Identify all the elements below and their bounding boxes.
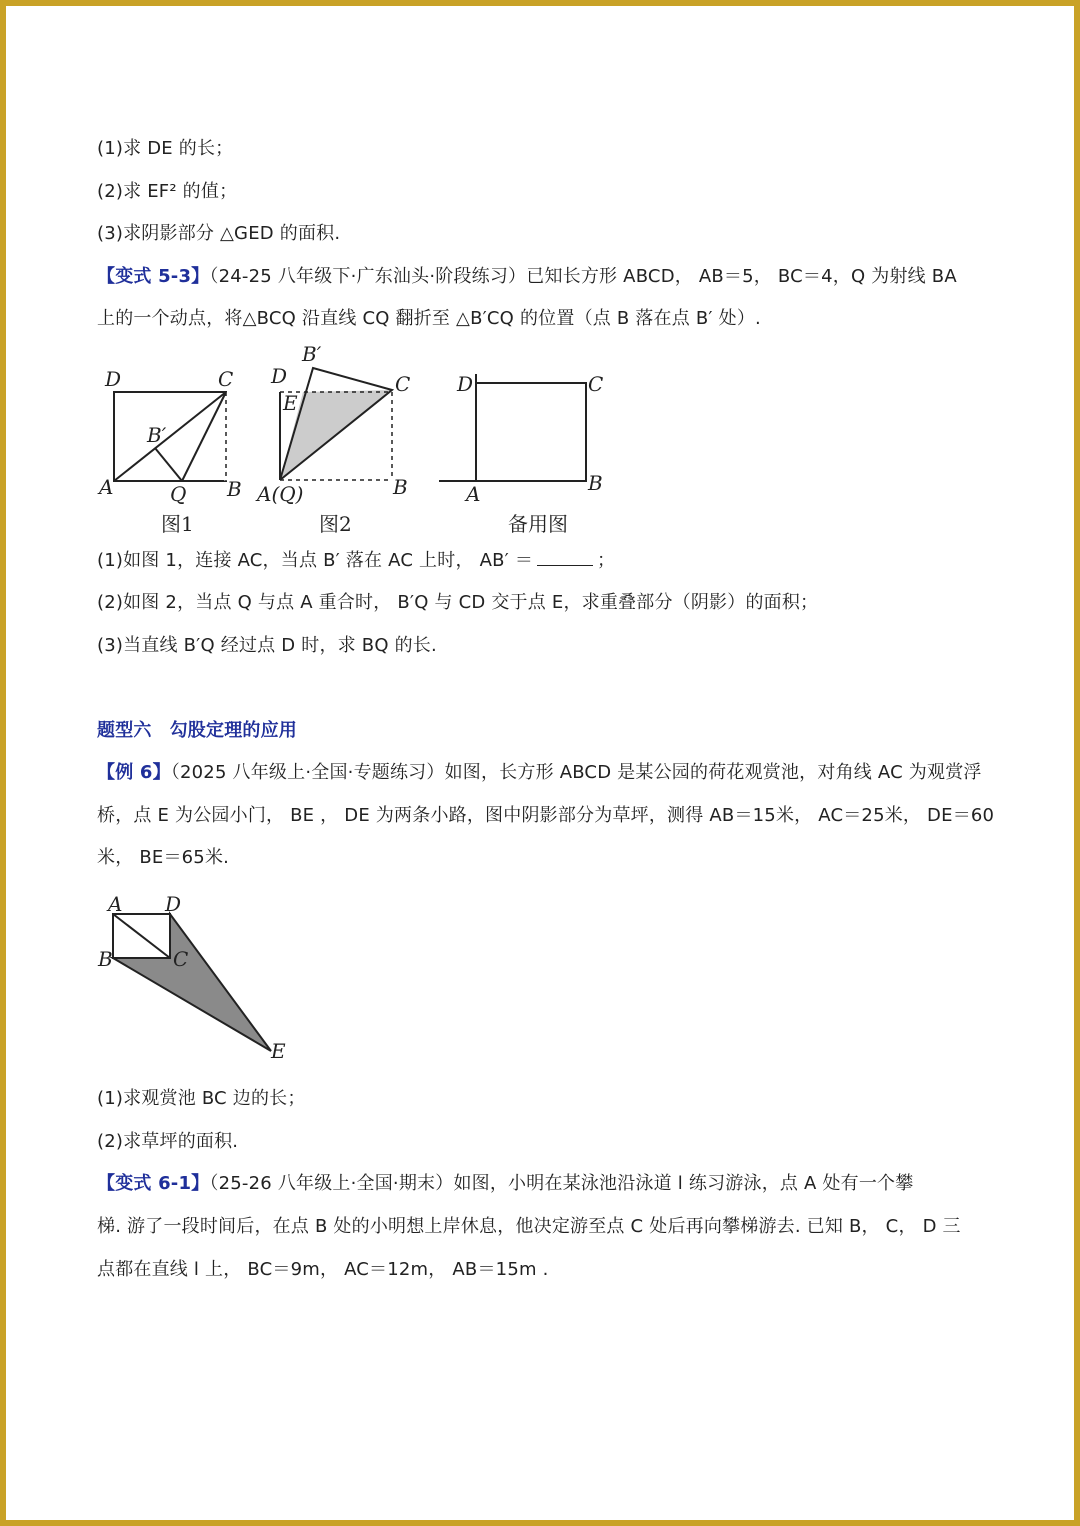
example-6-line2: 桥，点 E 为公园小门， BE ， DE 为两条小路，图中阴影部分为草坪，测得 AB＝15米， AC＝25米， DE＝60 (97, 805, 995, 826)
question-5-2-part3: (3)求阴影部分 △GED 的面积. (97, 223, 341, 244)
fig4-label-c: C (173, 947, 189, 971)
fig2-label-e: E (283, 391, 298, 415)
example-6-question2: (2)求草坪的面积. (97, 1131, 239, 1152)
fig1-caption: 图1 (161, 512, 194, 536)
fig2-label-d: D (271, 364, 288, 388)
section-6-title: 勾股定理的应用 (169, 720, 298, 741)
variant-6-1-tag: 【变式 6-1】 (97, 1173, 210, 1194)
fig2-label-b1: B′ (302, 342, 322, 366)
example-6-tag: 【例 6】 (97, 762, 171, 783)
variant-6-1-line3: 点都在直线 l 上， BC＝9m， AC＝12m， AB＝15m . (97, 1259, 549, 1280)
variant-6-1-text1: （25-26 八年级上·全国·期末）如图，小明在某泳池沿泳道 l 练习游泳，点 A 处有一个攀 (209, 1173, 914, 1194)
fig4-label-e: E (271, 1039, 286, 1063)
fig2-label-aq: A(Q) (257, 482, 304, 506)
fig1-label-b: B (227, 477, 242, 501)
variant-6-1-line1 (97, 1172, 988, 1196)
fig1-label-d: D (105, 367, 122, 391)
variant-5-3-tag: 【变式 5-3】 (97, 266, 210, 287)
fig4-label-d: D (165, 892, 182, 916)
variant-5-3-line2: 上的一个动点，将△BCQ 沿直线 CQ 翻折至 △B′CQ 的位置（点 B 落在点 B′ 处）. (97, 308, 761, 329)
variant-5-3-question3: (3)当直线 B′Q 经过点 D 时，求 BQ 的长. (97, 635, 437, 656)
example-6-line1 (97, 761, 988, 785)
fig3-label-c: C (588, 372, 604, 396)
figure-spare (435, 360, 615, 540)
fig3-label-d: D (457, 372, 474, 396)
q1-end: ； (597, 550, 616, 571)
fig1-segment-cq (182, 392, 226, 481)
fig3-caption: 备用图 (508, 512, 568, 536)
fig2-label-c: C (395, 372, 411, 396)
fig3-label-b: B (588, 471, 603, 495)
variant-5-3-question2: (2)如图 2，当点 Q 与点 A 重合时， B′Q 与 CD 交于点 E，求重叠部分（阴影）的面积； (97, 592, 819, 613)
figure-example-6 (95, 890, 295, 1070)
variant-5-3-text1: （24-25 八年级下·广东汕头·阶段练习）已知长方形 ABCD， AB＝5， BC＝4，Q 为射线 BA (209, 266, 957, 287)
fig1-label-a: A (99, 475, 114, 499)
variant-6-1-line2: 梯. 游了一段时间后，在点 B 处的小明想上岸休息，他决定游至点 C 处后再向攀梯游去. 已知 B， C， D 三 (97, 1216, 961, 1237)
variant-5-3-question1 (97, 549, 988, 573)
fig1-label-c: C (218, 367, 234, 391)
example-6-question1: (1)求观赏池 BC 边的长； (97, 1088, 306, 1109)
section-6-number: 题型六 (97, 720, 152, 741)
fig2-label-b: B (393, 475, 408, 499)
fig3-rectangle (476, 383, 586, 481)
fig4-label-b: B (98, 947, 113, 971)
example-6-text1: （2025 八年级上·全国·专题练习）如图，长方形 ABCD 是某公园的荷花观赏池，对角线 AC 为观赏浮 (170, 762, 982, 783)
fig3-label-a: A (466, 482, 481, 506)
question-5-2-part2: (2)求 EF² 的值； (97, 181, 238, 202)
figure-2 (255, 340, 425, 540)
answer-blank (537, 551, 593, 566)
variant-5-3-line1 (97, 265, 988, 289)
fig2-caption: 图2 (319, 512, 352, 536)
section-6-heading (97, 719, 988, 743)
fig1-label-b1: B′ (147, 423, 167, 447)
q1-text: (1)如图 1，连接 AC，当点 B′ 落在 AC 上时， AB′ ＝ (97, 550, 534, 571)
figure-1 (95, 360, 255, 540)
fig4-label-a: A (108, 892, 123, 916)
fig1-segment-b1q (155, 448, 182, 481)
example-6-line3: 米， BE＝65米. (97, 847, 230, 868)
question-5-2-part1: (1)求 DE 的长； (97, 138, 234, 159)
fig1-label-q: Q (170, 482, 187, 506)
